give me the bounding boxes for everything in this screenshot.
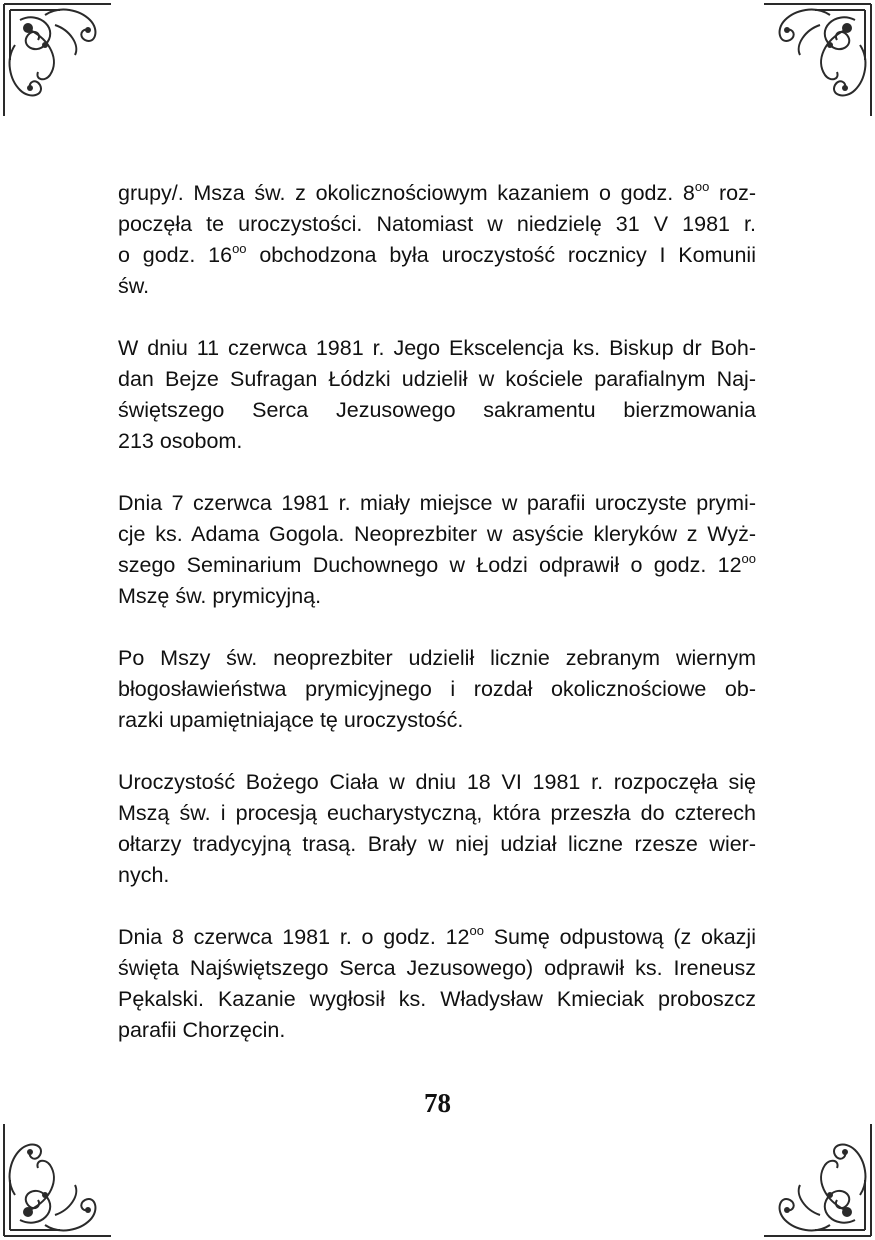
text-segment: św. <box>118 274 150 298</box>
text-line <box>118 178 756 209</box>
text-line <box>118 829 756 860</box>
text-segment: świętszego Serca Jezusowego sakramentu bierzmowania <box>118 398 756 422</box>
text-line <box>118 674 756 705</box>
text-segment: Sumę odpustową (z okazji <box>483 925 756 949</box>
text-segment: W dniu 11 czerwca 1981 r. Jego Ekscelencja ks. Biskup dr Boh- <box>118 336 756 360</box>
time-superscript: oo <box>741 551 756 566</box>
ornament-icon <box>760 0 875 120</box>
time-superscript: oo <box>469 923 484 938</box>
text-line <box>118 643 756 674</box>
text-line <box>118 798 756 829</box>
text-segment: parafii Chorzęcin. <box>118 1018 286 1042</box>
paragraph <box>118 488 756 612</box>
time-superscript: oo <box>232 241 247 256</box>
text-line <box>118 333 756 364</box>
text-segment: nych. <box>118 863 170 887</box>
text-segment: Mszę św. prymicyjną. <box>118 584 322 608</box>
text-line <box>118 209 756 240</box>
text-segment: Mszą św. i procesją eucharystyczną, która przeszła do czterech <box>118 801 756 825</box>
text-line <box>118 240 756 271</box>
text-line <box>118 705 756 736</box>
text-line <box>118 271 756 302</box>
text-segment: błogosławieństwa prymicyjnego i rozdał okolicznościowe ob- <box>118 677 756 701</box>
ornament-icon <box>0 1120 115 1240</box>
text-line <box>118 488 756 519</box>
text-segment: razki upamiętniające tę uroczystość. <box>118 708 464 732</box>
text-line <box>118 395 756 426</box>
ornament-icon <box>760 1120 875 1240</box>
text-line <box>118 1015 756 1046</box>
paragraph <box>118 922 756 1046</box>
text-segment: szego Seminarium Duchownego w Łodzi odprawił o godz. 12 <box>118 553 742 577</box>
paragraph <box>118 643 756 736</box>
text-line <box>118 364 756 395</box>
time-superscript: oo <box>694 179 710 194</box>
text-line <box>118 767 756 798</box>
paragraph <box>118 767 756 891</box>
text-line <box>118 550 756 581</box>
text-segment: roz- <box>709 181 757 205</box>
text-segment: Dnia 7 czerwca 1981 r. miały miejsce w parafii uroczyste prymi- <box>118 491 756 515</box>
text-segment: Uroczystość Bożego Ciała w dniu 18 VI 1981 r. rozpoczęła się <box>118 770 756 794</box>
text-segment: Dnia 8 czerwca 1981 r. o godz. 12 <box>118 925 470 949</box>
corner-ornament-top-left <box>0 0 115 120</box>
text-segment: święta Najświętszego Serca Jezusowego) odprawił ks. Ireneusz <box>118 956 756 980</box>
text-segment: poczęła te uroczystości. Natomiast w niedzielę 31 V 1981 r. <box>118 212 756 236</box>
corner-ornament-bottom-right <box>760 1120 875 1240</box>
ornament-icon <box>0 0 115 120</box>
text-line <box>118 426 756 457</box>
paragraph <box>118 178 756 302</box>
text-segment: 213 osobom. <box>118 429 243 453</box>
text-line <box>118 860 756 891</box>
text-line <box>118 922 756 953</box>
text-segment: Pękalski. Kazanie wygłosił ks. Władysław Kmieciak proboszcz <box>118 987 756 1011</box>
paragraph <box>118 333 756 457</box>
text-segment: dan Bejze Sufragan Łódzki udzielił w kościele parafialnym Naj- <box>118 367 756 391</box>
text-line <box>118 984 756 1015</box>
text-segment: ołtarzy tradycyjną trasą. Brały w niej udział liczne rzesze wier- <box>118 832 756 856</box>
text-segment: grupy/. Msza św. z okolicznościowym kazaniem o godz. 8 <box>118 181 695 205</box>
text-line <box>118 953 756 984</box>
text-segment: Po Mszy św. neoprezbiter udzielił licznie zebranym wiernym <box>118 646 756 670</box>
text-segment: cje ks. Adama Gogola. Neoprezbiter w asyście kleryków z Wyż- <box>118 522 756 546</box>
corner-ornament-top-right <box>760 0 875 120</box>
body-text <box>118 178 756 1077</box>
page-number: 78 <box>424 1088 451 1118</box>
text-line <box>118 519 756 550</box>
text-segment: o godz. 16 <box>118 243 233 267</box>
text-segment: obchodzona była uroczystość rocznicy I Komunii <box>246 243 756 267</box>
text-line <box>118 581 756 612</box>
corner-ornament-bottom-left <box>0 1120 115 1240</box>
